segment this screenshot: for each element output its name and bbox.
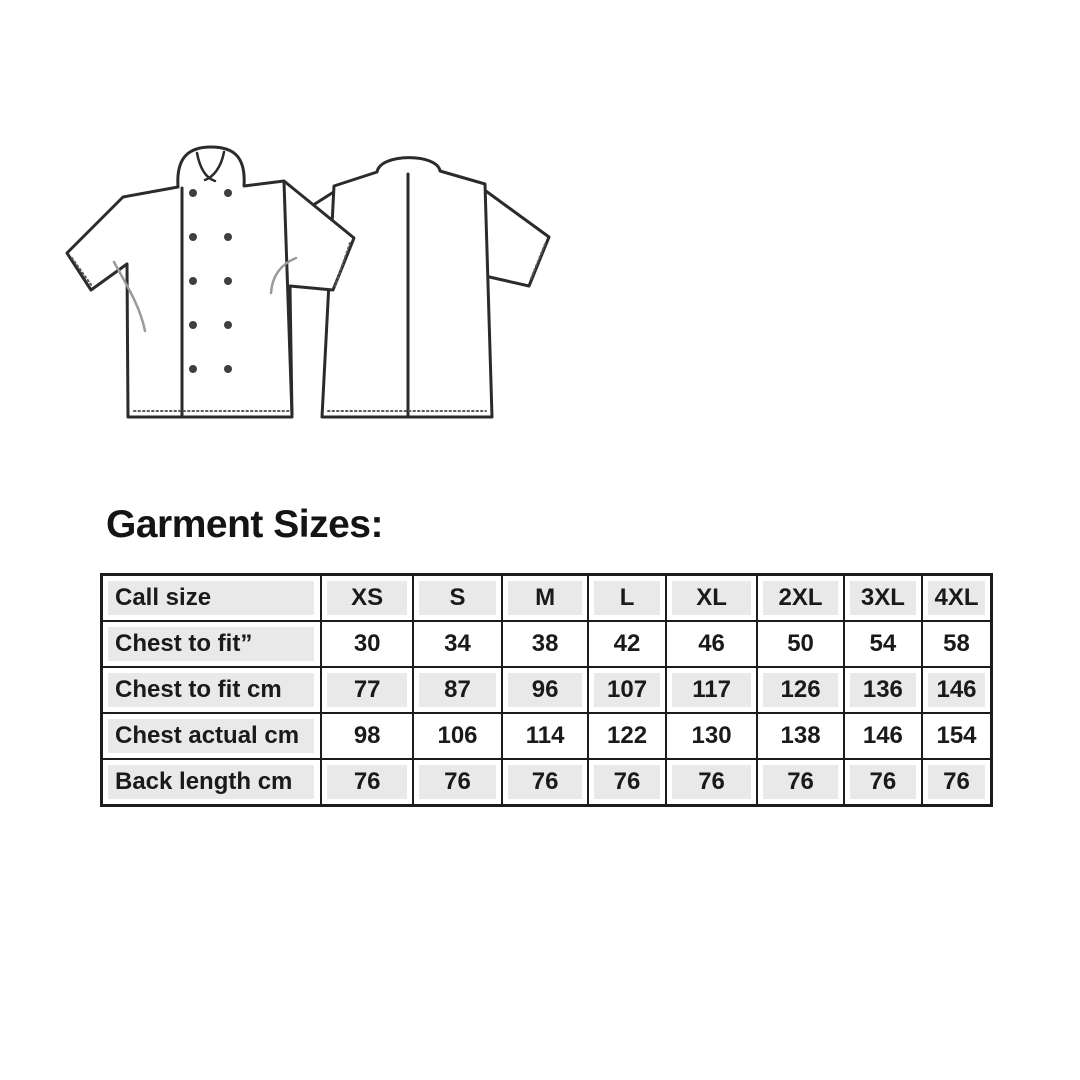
size-value: 146: [862, 722, 903, 750]
size-value: 50: [787, 629, 814, 657]
row-label-cell: [102, 759, 322, 805]
size-value: 76: [508, 765, 582, 799]
size-value: 76: [419, 765, 496, 799]
size-value-cell: [588, 759, 665, 805]
size-column-header: XL: [672, 581, 752, 615]
size-value: 106: [437, 722, 478, 750]
size-value: 87: [419, 673, 496, 707]
size-value: 117: [672, 673, 752, 707]
size-value: 126: [763, 673, 837, 707]
size-value-cell: [757, 713, 843, 759]
row-label-cell: [102, 575, 322, 621]
size-value-cell: [844, 621, 922, 667]
size-value-cell: [588, 621, 665, 667]
size-column-header: 2XL: [763, 581, 837, 615]
row-label-cell: [102, 621, 322, 667]
size-value-cell: [321, 713, 413, 759]
row-label: Chest to fit”: [108, 627, 314, 661]
row-label: Call size: [108, 581, 314, 615]
size-table-body: [102, 575, 992, 806]
table-row: [102, 667, 992, 713]
garment-sizes-table: [100, 573, 993, 807]
size-value-cell: [844, 759, 922, 805]
size-value: 76: [928, 765, 985, 799]
row-label-cell: [102, 667, 322, 713]
table-row: [102, 575, 992, 621]
size-value: 38: [531, 629, 559, 657]
size-value-cell: [321, 759, 413, 805]
size-value-cell: [922, 759, 991, 805]
size-column-header-cell: [922, 575, 991, 621]
size-value-cell: [413, 713, 502, 759]
size-value-cell: [922, 713, 991, 759]
row-label-cell: [102, 713, 322, 759]
size-value: 130: [691, 722, 732, 750]
size-column-header-cell: [666, 575, 758, 621]
size-column-header: M: [508, 581, 582, 615]
size-value: 76: [594, 765, 659, 799]
size-value: 96: [508, 673, 582, 707]
size-value-cell: [757, 759, 843, 805]
size-value: 76: [672, 765, 752, 799]
size-value-cell: [666, 759, 758, 805]
size-value-cell: [844, 667, 922, 713]
size-value-cell: [502, 667, 588, 713]
size-value-cell: [413, 621, 502, 667]
row-label: Chest to fit cm: [108, 673, 314, 707]
size-value-cell: [321, 667, 413, 713]
size-column-header-cell: [588, 575, 665, 621]
size-value-cell: [666, 621, 758, 667]
size-value-cell: [588, 667, 665, 713]
size-value: 58: [943, 629, 970, 657]
size-value: 76: [327, 765, 407, 799]
size-column-header: XS: [327, 581, 407, 615]
row-label: Back length cm: [108, 765, 314, 799]
size-value: 54: [869, 629, 897, 657]
size-value: 154: [936, 722, 977, 750]
size-value: 46: [698, 629, 725, 657]
size-value-cell: [666, 713, 758, 759]
size-column-header: 3XL: [850, 581, 916, 615]
size-value: 114: [525, 722, 565, 750]
size-value-cell: [844, 713, 922, 759]
size-value: 107: [594, 673, 659, 707]
size-value: 77: [327, 673, 407, 707]
size-column-header-cell: [757, 575, 843, 621]
size-value-cell: [757, 621, 843, 667]
size-column-header: S: [419, 581, 496, 615]
size-value-cell: [666, 667, 758, 713]
size-value-cell: [321, 621, 413, 667]
size-column-header-cell: [413, 575, 502, 621]
size-value: 138: [780, 722, 821, 750]
front-body-and-sleeves: [67, 147, 354, 417]
size-column-header: 4XL: [928, 581, 985, 615]
size-value: 42: [613, 629, 641, 657]
size-value: 98: [353, 722, 381, 750]
size-value-cell: [413, 667, 502, 713]
size-column-header: L: [594, 581, 659, 615]
back-right-sleeve: [479, 186, 549, 286]
size-value: 76: [850, 765, 916, 799]
chef-jacket-front-view: [67, 147, 354, 417]
table-row: [102, 759, 992, 805]
size-value-cell: [502, 759, 588, 805]
row-label: Chest actual cm: [108, 719, 314, 753]
garment-diagrams: [55, 130, 570, 450]
table-row: [102, 621, 992, 667]
size-column-header-cell: [844, 575, 922, 621]
size-value: 76: [763, 765, 837, 799]
size-column-header-cell: [502, 575, 588, 621]
size-value-cell: [502, 713, 588, 759]
page-title: Garment Sizes:: [106, 503, 383, 546]
size-value: 122: [607, 722, 648, 750]
size-value-cell: [922, 667, 991, 713]
size-value-cell: [588, 713, 665, 759]
size-value: 146: [928, 673, 985, 707]
size-value-cell: [502, 621, 588, 667]
size-value-cell: [413, 759, 502, 805]
size-value: 30: [353, 629, 381, 657]
size-value-cell: [757, 667, 843, 713]
size-value: 34: [444, 629, 471, 657]
table-row: [102, 713, 992, 759]
size-value: 136: [850, 673, 916, 707]
size-value-cell: [922, 621, 991, 667]
size-column-header-cell: [321, 575, 413, 621]
